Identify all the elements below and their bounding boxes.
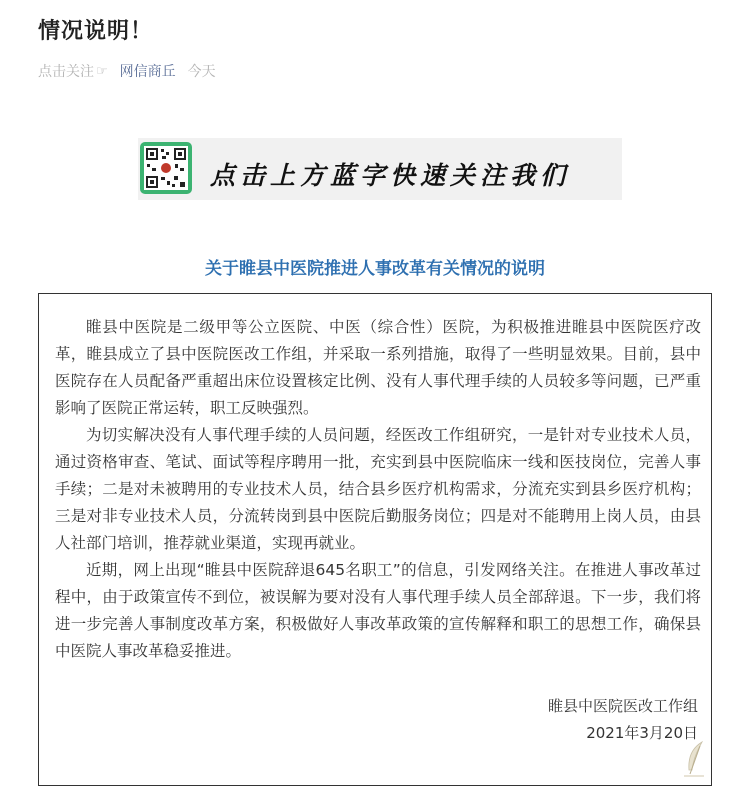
notice-paragraph-1: 睢县中医院是二级甲等公立医院、中医（综合性）医院，为积极推进睢县中医院医疗改革，睢县成立了县中医院医改工作组，并采取一系列措施，取得了一些明显效果。目前，县中医院存在人员配备严重超出床位设置核定比例、没有人事代理手续的人员较多等问题，已严重影响了医院正常运转，职工反映强烈。 — [55, 318, 701, 417]
account-name-link[interactable]: 网信商丘 — [119, 64, 176, 80]
notice-paragraph-2: 为切实解决没有人事代理手续的人员问题，经医改工作组研究，一是针对专业技术人员，通过资格审查、笔试、面试等程序聘用一批，充实到县中医院临床一线和医技岗位，完善人事手续；二是对未被聘用的专业技术人员，结合县乡医疗机构需求，分流充实到县乡医疗机构；三是对非专业技术人员，分流转岗到县中医院后勤服务岗位；四是对不能聘用上岗人员，由县人社部门培训，推荐就业渠道，实现再就业。 — [55, 426, 701, 552]
feather-pen-icon — [682, 740, 708, 780]
signature-organization: 睢县中医院医改工作组 — [547, 697, 698, 715]
follow-link[interactable]: 点击关注 — [38, 64, 94, 80]
qr-code-icon — [140, 142, 192, 194]
publish-date: 今天 — [187, 64, 216, 80]
banner-text: 点击上方蓝字快速关注我们 — [210, 161, 571, 190]
article-title: 情况说明！ — [38, 19, 154, 44]
notice-headline: 关于睢县中医院推进人事改革有关情况的说明 — [205, 259, 545, 279]
pointing-hand-icon: ☞ — [96, 63, 108, 79]
signature-date: 2021年3月20日 — [586, 724, 698, 742]
article-meta — [38, 61, 216, 81]
follow-banner[interactable] — [130, 108, 628, 226]
notice-paragraph-3: 近期，网上出现“睢县中医院辞退645名职工”的信息，引发网络关注。在推进人事改革过程中，由于政策宣传不到位，被误解为要对没有人事代理手续人员全部辞退。下一步，我们将进一步完善人事制度改革方案，积极做好人事改革政策的宣传解释和职工的思想工作，确保县中医院人事改革稳妥推进。 — [55, 561, 701, 660]
